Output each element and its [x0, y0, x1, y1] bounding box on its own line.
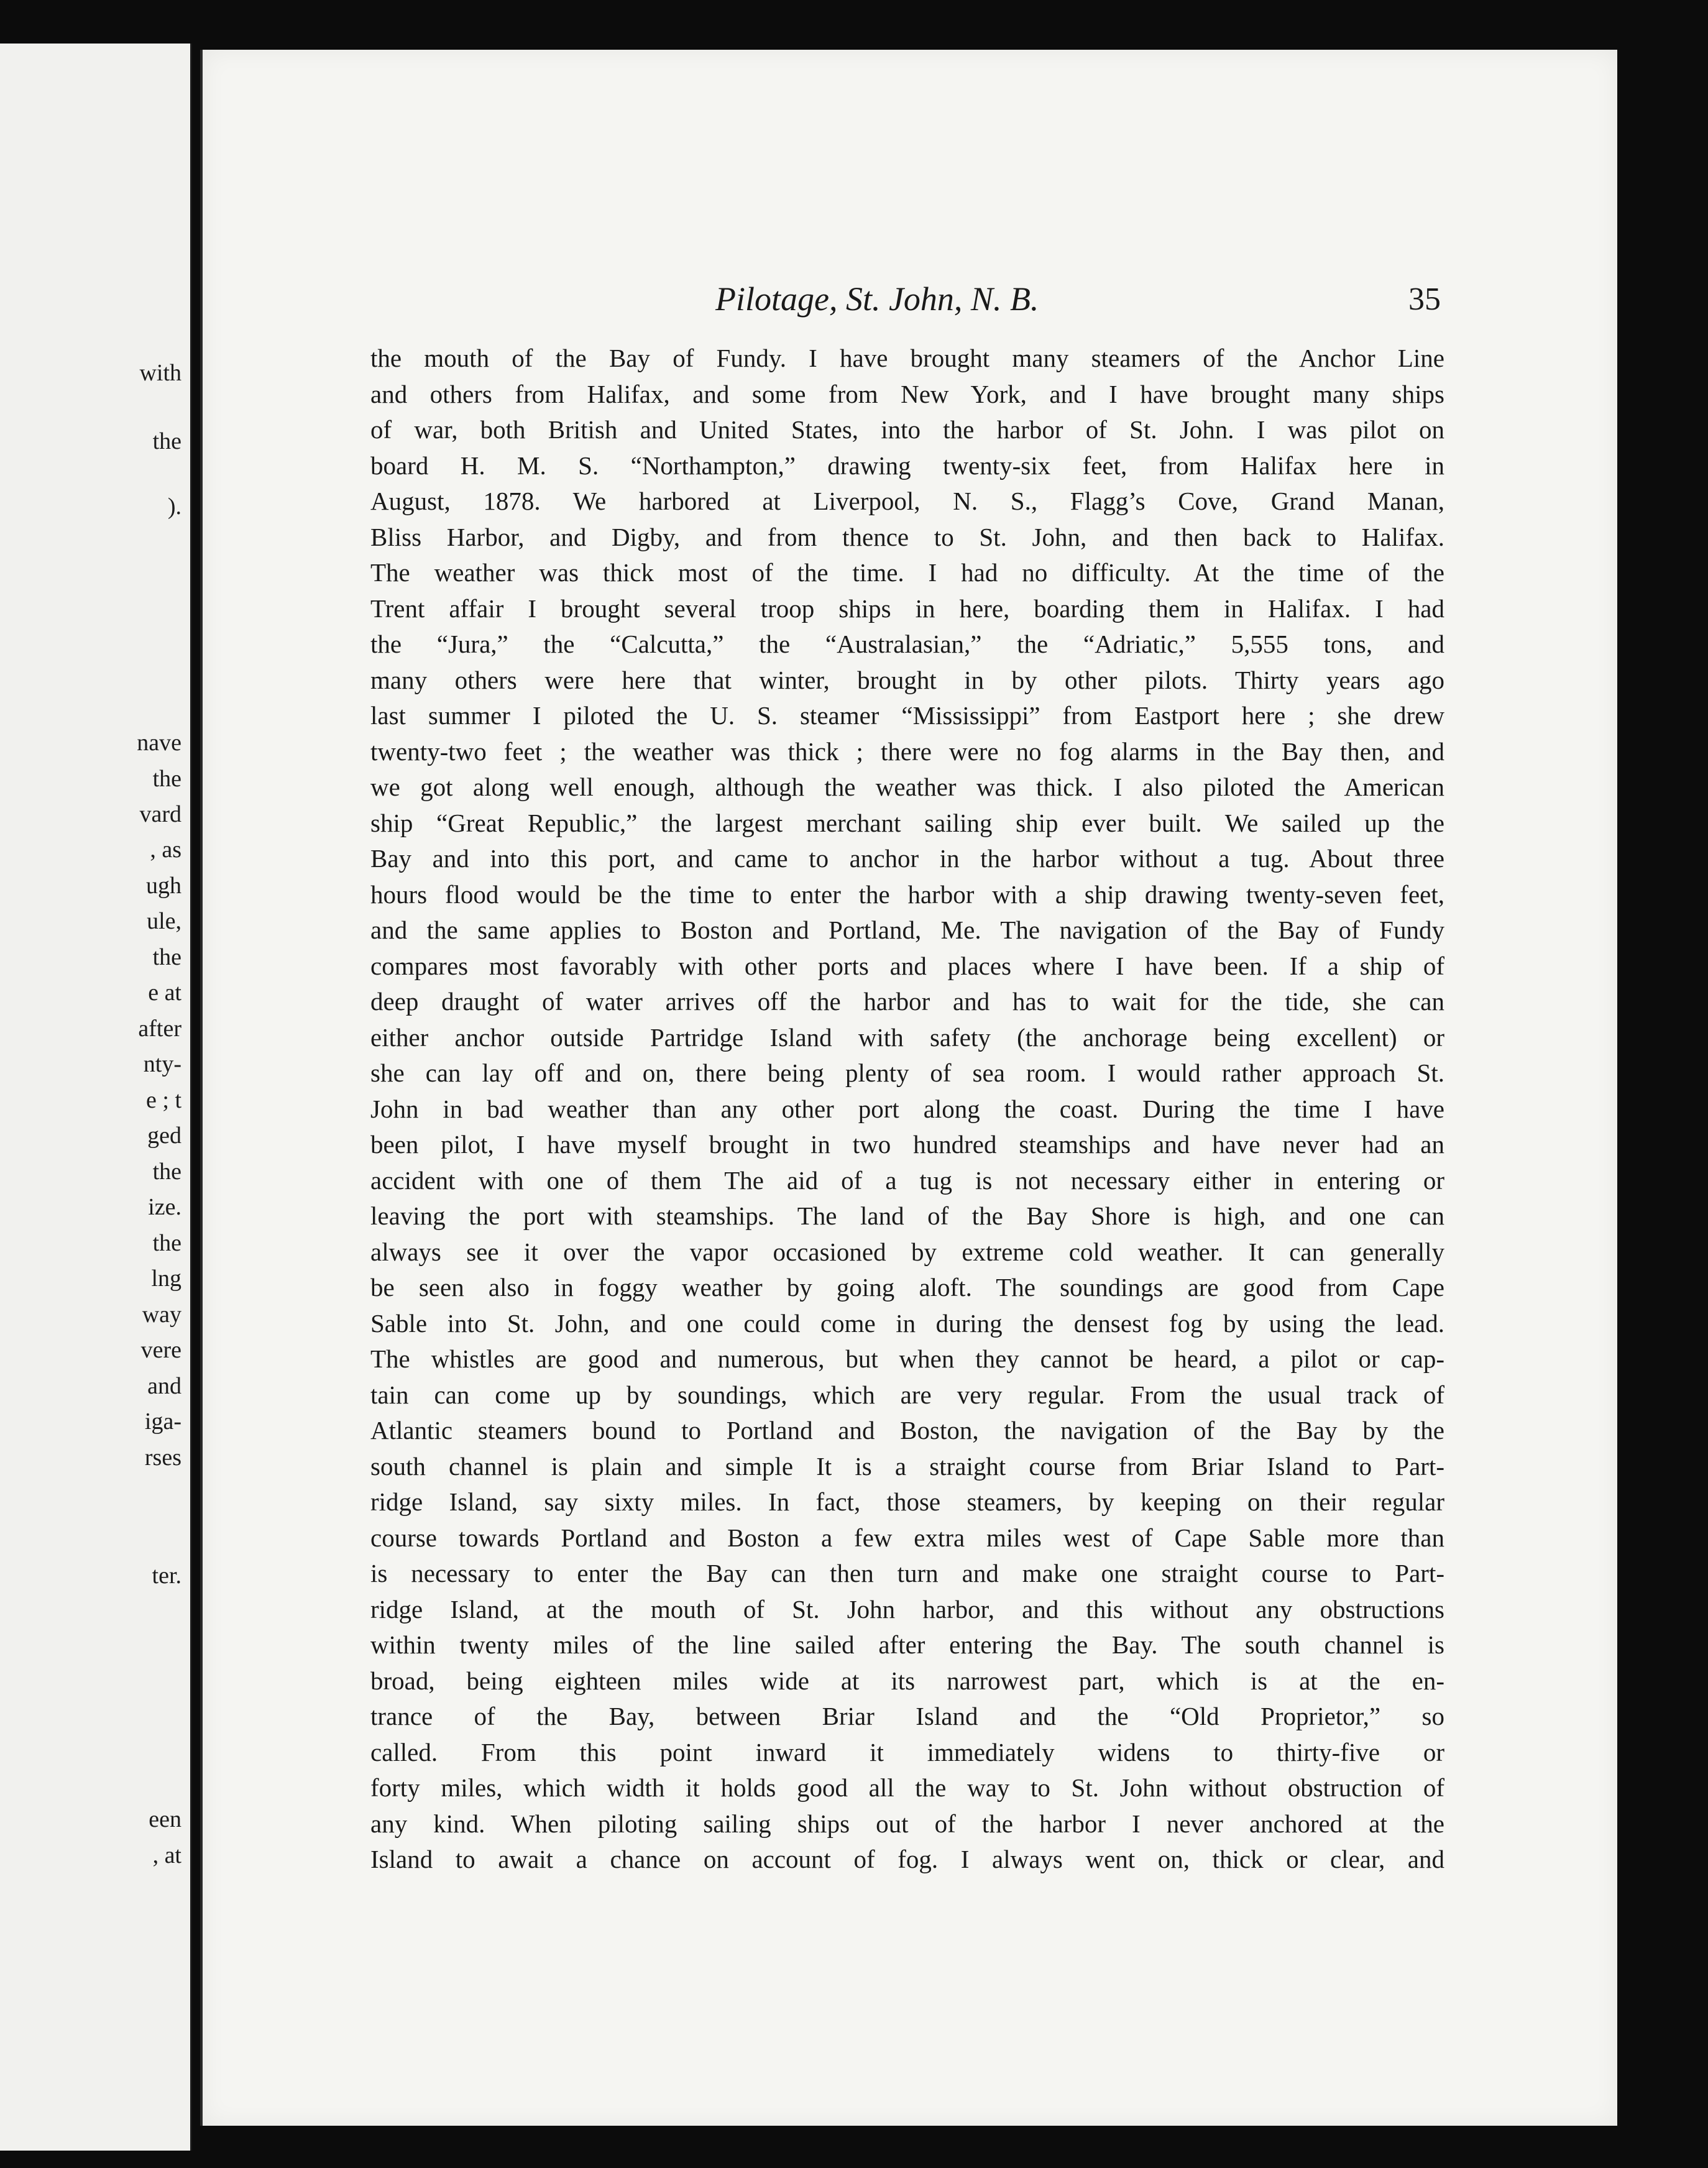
left-page-fragment: lng: [151, 1265, 181, 1292]
text-line: be seen also in foggy weather by going aloft. The soundings are good from Cape: [370, 1273, 1444, 1302]
text-line: deep draught of water arrives off the harbor and has to wait for the tide, she can: [370, 987, 1444, 1016]
text-line: been pilot, I have myself brought in two hundred steamships and have never had an: [370, 1130, 1444, 1159]
text-line: hours flood would be the time to enter the harbor with a ship drawing twenty-seven feet,: [370, 880, 1444, 909]
text-line: John in bad weather than any other port along the coast. During the time I have: [370, 1094, 1444, 1123]
text-line: compares most favorably with other ports and places where I have been. If a ship of: [370, 951, 1444, 980]
left-page-fragment: , as: [150, 837, 181, 863]
text-line: last summer I piloted the U. S. steamer “Mississippi” from Eastport here ; she drew: [370, 701, 1444, 730]
left-page-fragment: and: [147, 1373, 181, 1399]
text-line: Bliss Harbor, and Digby, and from thence to St. John, and then back to Halifax.: [370, 522, 1444, 551]
body-text: [370, 341, 1444, 1878]
left-page-fragment: the: [152, 428, 181, 454]
left-page-edge: [0, 44, 192, 2151]
text-line: Bay and into this port, and came to anchor in the harbor without a tug. About three: [370, 844, 1444, 873]
left-page-fragment: vard: [139, 801, 181, 827]
left-page-fragment: rses: [144, 1445, 181, 1471]
left-page-fragment: nty-: [143, 1051, 181, 1077]
left-page-fragment: way: [142, 1302, 181, 1328]
left-page-fragment: e ; t: [146, 1087, 181, 1113]
left-page-fragment: e at: [148, 980, 181, 1006]
text-line: trance of the Bay, between Briar Island and the “Old Proprietor,” so: [370, 1702, 1444, 1730]
left-page-fragment: with: [139, 360, 181, 386]
text-line: we got along well enough, although the weather was thick. I also piloted the American: [370, 773, 1444, 801]
text-line: and others from Halifax, and some from New York, and I have brought many ships: [370, 379, 1444, 408]
text-line: either anchor outside Partridge Island with safety (the anchorage being excellent) or: [370, 1022, 1444, 1052]
left-page-fragment: ize.: [148, 1194, 181, 1220]
text-line: called. From this point inward it immediately widens to thirty-five or: [370, 1737, 1444, 1766]
text-line: August, 1878. We harbored at Liverpool, N. S., Flagg’s Cove, Grand Manan,: [370, 487, 1444, 515]
left-page-fragment: ged: [147, 1123, 181, 1149]
text-line: board H. M. S. “Northampton,” drawing twenty-six feet, from Halifax here in: [370, 451, 1444, 480]
text-line: ridge Island, say sixty miles. In fact, those steamers, by keeping on their regular: [370, 1487, 1444, 1516]
text-line: broad, being eighteen miles wide at its narrowest part, which is at the en-: [370, 1666, 1444, 1695]
text-line: Atlantic steamers bound to Portland and Boston, the navigation of the Bay by the: [370, 1416, 1444, 1445]
text-line: The whistles are good and numerous, but when they cannot be heard, a pilot or cap-: [370, 1344, 1444, 1373]
text-line: is necessary to enter the Bay can then turn and make one straight course to Part-: [370, 1559, 1444, 1587]
text-line: Sable into St. John, and one could come in during the densest fog by using the lead.: [370, 1308, 1444, 1338]
text-line: within twenty miles of the line sailed after entering the Bay. The south channel is: [370, 1630, 1444, 1659]
left-page-fragment: vere: [140, 1337, 181, 1363]
text-line: the mouth of the Bay of Fundy. I have brought many steamers of the Anchor Line: [370, 344, 1444, 372]
left-page-fragment: ).: [167, 494, 181, 520]
text-line: of war, both British and United States, into the harbor of St. John. I was pilot on: [370, 415, 1444, 444]
left-page-fragment: the: [152, 1159, 181, 1185]
left-page-fragment: , at: [152, 1842, 181, 1868]
text-line: and the same applies to Boston and Portland, Me. The navigation of the Bay of Fundy: [370, 916, 1444, 944]
left-page-fragment: after: [138, 1016, 181, 1042]
text-line: The weather was thick most of the time. I had no difficulty. At the time of the: [370, 558, 1444, 587]
text-line: many others were here that winter, brought in by other pilots. Thirty years ago: [370, 665, 1444, 694]
running-head-title: Pilotage, St. John, N. B.: [715, 280, 1039, 318]
text-line: tain can come up by soundings, which are very regular. From the usual track of: [370, 1380, 1444, 1409]
left-page-fragment: nave: [137, 730, 181, 756]
left-page-fragment: iga-: [144, 1408, 181, 1435]
text-line: forty miles, which width it holds good all the way to St. John without obstruction of: [370, 1773, 1444, 1802]
left-page-fragment: ule,: [147, 908, 181, 934]
page: [200, 50, 1617, 2126]
text-line: always see it over the vapor occasioned by extreme cold weather. It can generally: [370, 1237, 1444, 1266]
text-line: ridge Island, at the mouth of St. John harbor, and this without any obstructions: [370, 1594, 1444, 1624]
left-page-fragment: een: [149, 1806, 181, 1832]
left-page-fragment: ter.: [152, 1563, 181, 1589]
text-line: Trent affair I brought several troop ships in here, boarding them in Halifax. I had: [370, 594, 1444, 623]
text-line: ship “Great Republic,” the largest merchant sailing ship ever built. We sailed up the: [370, 808, 1444, 837]
left-page-fragment: the: [152, 1230, 181, 1256]
text-line: south channel is plain and simple It is a straight course from Briar Island to Part-: [370, 1451, 1444, 1481]
text-line: twenty-two feet ; the weather was thick ; there were no fog alarms in the Bay then, and: [370, 737, 1444, 766]
text-line: leaving the port with steamships. The land of the Bay Shore is high, and one can: [370, 1201, 1444, 1230]
left-page-fragment: ugh: [146, 873, 181, 899]
page-number: 35: [1408, 282, 1441, 317]
text-line: she can lay off and on, there being plenty of sea room. I would rather approach St.: [370, 1059, 1444, 1087]
left-page-fragment: the: [152, 766, 181, 792]
text-line: accident with one of them The aid of a tug is not necessary either in entering or: [370, 1165, 1444, 1195]
left-page-fragment: the: [152, 944, 181, 970]
text-line: Island to await a chance on account of fog. I always went on, thick or clear, and: [370, 1845, 1444, 1873]
text-line: course towards Portland and Boston a few extra miles west of Cape Sable more than: [370, 1523, 1444, 1552]
text-line: the “Jura,” the “Calcutta,” the “Australasian,” the “Adriatic,” 5,555 tons, and: [370, 630, 1444, 658]
text-line: any kind. When piloting sailing ships out of the harbor I never anchored at the: [370, 1809, 1444, 1838]
